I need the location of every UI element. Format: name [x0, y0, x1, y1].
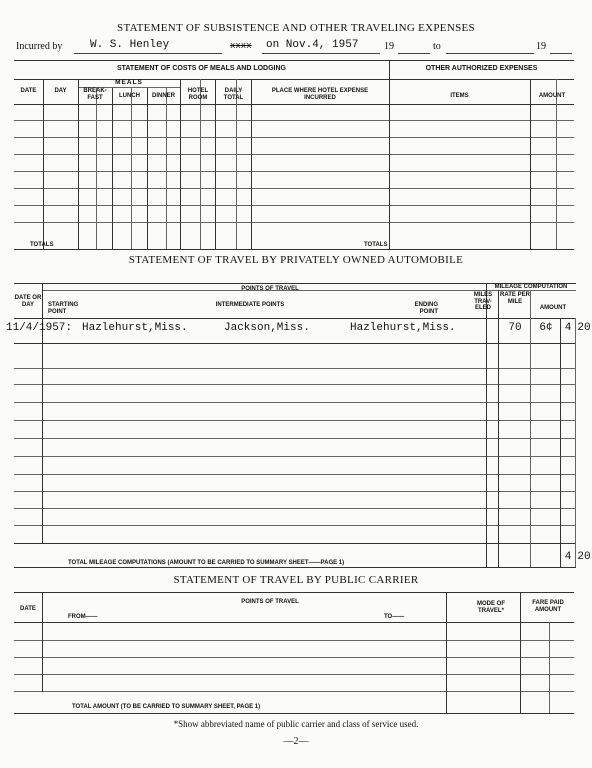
date-underline [262, 53, 380, 54]
col-miles-traveled: MILES TRAV- ELED [473, 292, 493, 311]
col-items: ITEMS [450, 93, 469, 99]
row-rate: 6¢ [539, 322, 553, 334]
col-daily-total: DAILY TOTAL [223, 88, 244, 101]
incurred-date: on Nov.4, 1957 [266, 39, 359, 51]
carrier-points-of-travel: POINTS OF TRAVEL [241, 599, 299, 605]
row-date: 11/4/1957: [6, 322, 73, 334]
struck-text: xxxx [230, 41, 252, 51]
col-lunch: LUNCH [119, 93, 140, 99]
page-title: STATEMENT OF SUBSISTENCE AND OTHER TRAVELING EXPENSES [117, 22, 475, 34]
carrier-from-label: FROM—— [68, 614, 98, 620]
total-mileage-label: TOTAL MILEAGE COMPUTATIONS (AMOUNT TO BE CARRIED TO SUMMARY SHEET——PAGE 1) [68, 560, 345, 566]
carrier-col-fare: FARE PAID AMOUNT [532, 600, 564, 613]
page-number: —2— [283, 736, 309, 747]
total-amount-dollars: 4 [564, 551, 572, 563]
col-date: DATE [20, 88, 37, 94]
row-amount-dollars: 4 [564, 322, 572, 334]
col-date-or-day: DATE OR DAY [14, 295, 42, 308]
year-prefix-2: 19 [536, 41, 546, 52]
year-2-underline [550, 53, 572, 54]
carrier-to-label: TO—— [384, 614, 405, 620]
total-amount-cents: 20 [577, 551, 591, 563]
col-auto-amount: AMOUNT [539, 305, 567, 311]
meals-group-header: MEALS [115, 79, 143, 86]
to-underline [446, 53, 534, 54]
col-rate-per-mile: RATE PER MILE [500, 292, 530, 305]
mileage-group-header: MILEAGE COMPUTATION [494, 284, 568, 290]
col-day: DAY [54, 88, 67, 94]
other-expenses-header: OTHER AUTHORIZED EXPENSES [425, 65, 538, 72]
points-of-travel-header: POINTS OF TRAVEL [241, 286, 299, 292]
meals-section-header: STATEMENT OF COSTS OF MEALS AND LODGING [116, 65, 287, 72]
year-prefix-1: 19 [384, 41, 394, 52]
to-label: to [433, 41, 441, 52]
footnote: *Show abbreviated name of public carrier and class of service used. [173, 719, 419, 729]
col-hotel-room: HOTEL ROOM [187, 88, 209, 101]
row-amount-cents: 20 [577, 322, 591, 334]
col-amount: AMOUNT [538, 93, 566, 99]
totals-right: TOTALS [364, 242, 388, 248]
col-intermediate-points: INTERMEDIATE POINTS [215, 302, 285, 308]
carrier-total-label: TOTAL AMOUNT (TO BE CARRIED TO SUMMARY SHEET, PAGE 1) [72, 704, 261, 710]
col-starting-point: STARTING POINT [48, 302, 79, 315]
col-place: PLACE WHERE HOTEL EXPENSE INCURRED [271, 88, 369, 101]
col-breakfast: BREAK- FAST [83, 88, 107, 101]
carrier-section-title: STATEMENT OF TRAVEL BY PUBLIC CARRIER [173, 574, 419, 586]
auto-section-title: STATEMENT OF TRAVEL BY PRIVATELY OWNED AUTOMOBILE [128, 254, 464, 266]
row-miles: 70 [508, 322, 522, 334]
carrier-col-mode: MODE OF TRAVEL* [477, 601, 505, 614]
row-ending-point: Hazlehurst,Miss. [350, 322, 456, 334]
incurred-by-value: W. S. Henley [90, 39, 170, 51]
totals-left: TOTALS [30, 242, 54, 248]
incurred-by-label: Incurred by [16, 41, 63, 52]
row-starting-point: Hazlehurst,Miss. [82, 322, 188, 334]
col-ending-point: ENDING POINT [414, 302, 438, 315]
carrier-col-date: DATE [20, 606, 36, 612]
year-1-underline [398, 53, 430, 54]
row-intermediate-points: Jackson,Miss. [224, 322, 310, 334]
incurred-by-underline [74, 53, 222, 54]
col-dinner: DINNER [151, 93, 175, 99]
